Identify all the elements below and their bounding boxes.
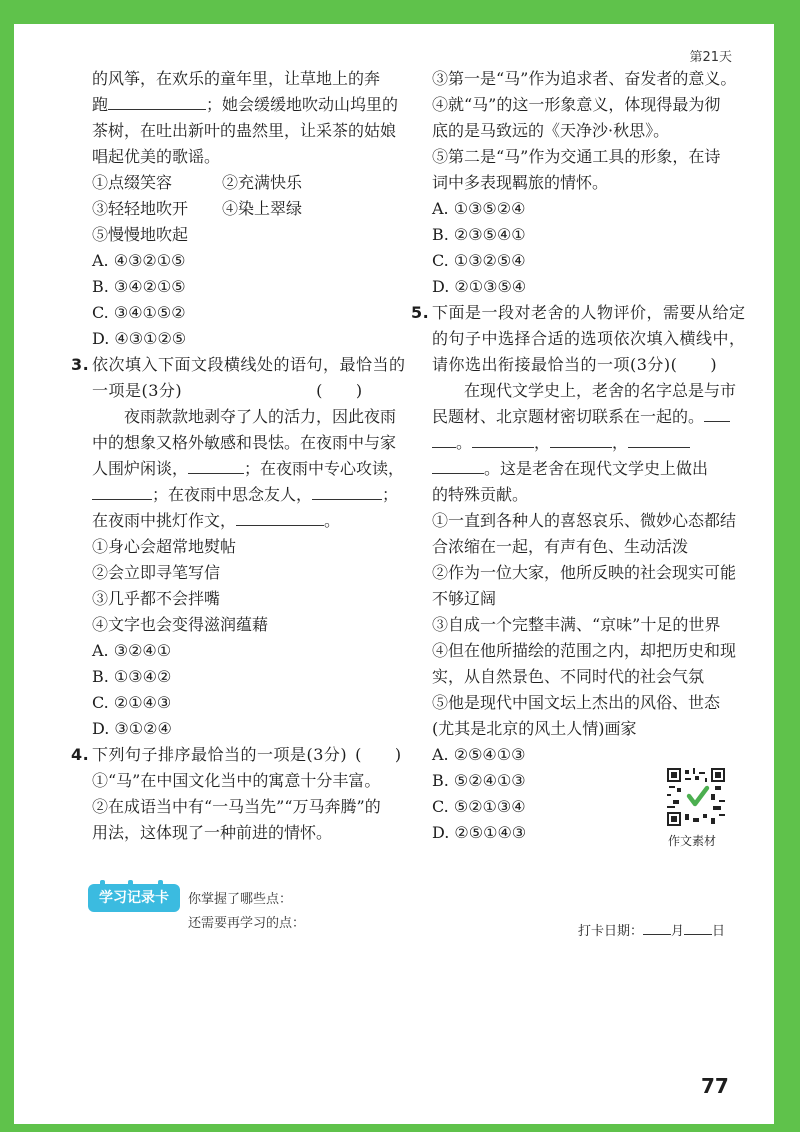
option[interactable]: D. ②⑤①④③ [432, 823, 527, 842]
card-pin [128, 880, 133, 888]
card-pin [158, 880, 163, 888]
answer-blank[interactable] [704, 404, 730, 422]
option[interactable]: C. ⑤②①③④ [432, 797, 526, 816]
item: ④染上翠绿 [222, 199, 303, 218]
item: ①身心会超常地熨帖 [92, 537, 237, 556]
text-line: 在现代文学史上，老舍的名字总是与市 [464, 381, 737, 400]
item-line: (尤其是北京的风土人情)画家 [432, 719, 637, 738]
option[interactable]: C. ②①④③ [92, 693, 172, 712]
option[interactable]: C. ③④①⑤② [92, 303, 186, 322]
text-segment: 在夜雨中挑灯作文， [92, 511, 237, 530]
answer-blank[interactable] [432, 430, 456, 448]
item: ④文字也会变得滋润蕴藉 [92, 615, 269, 634]
option[interactable]: A. ②⑤④①③ [432, 745, 526, 764]
text-line [432, 456, 738, 482]
text-line [92, 92, 399, 118]
day-label-text: 日 [712, 924, 726, 939]
item-line: ⑤他是现代中国文坛上杰出的风俗、世态 [432, 693, 721, 712]
page-border-right [774, 0, 800, 1132]
answer-blank[interactable] [108, 92, 206, 110]
item-line: ④但在他所描绘的范围之内，却把历史和现 [432, 641, 737, 660]
sentence: 底的是马致远的《天净沙·秋思》。 [432, 121, 670, 140]
answer-blank[interactable] [432, 456, 484, 474]
text-segment: ， [534, 433, 551, 452]
option[interactable]: A. ④③②①⑤ [92, 251, 186, 270]
text-line: 夜雨款款地剥夺了人的活力，因此夜雨 [124, 407, 397, 426]
stem-text: 下列句子排序最恰当的一项是(3分) [92, 745, 348, 764]
review-prompt: 还需要再学习的点： [188, 916, 306, 931]
answer-blank[interactable] [472, 430, 534, 448]
text-line: 茶树，在吐出新叶的蛊然里，让采茶的姑娘 [92, 121, 397, 140]
item: ③几乎都不会拌嘴 [92, 589, 221, 608]
page-number: 77 [701, 1074, 729, 1098]
question-stem [71, 742, 402, 768]
option[interactable]: D. ③①②④ [92, 719, 172, 738]
right-column [411, 66, 746, 846]
stem-text: 依次填入下面文段横线处的语句，最恰当的 [92, 355, 406, 374]
qr-label: 作文素材 [668, 834, 717, 848]
option[interactable]: C. ①③②⑤④ [432, 251, 526, 270]
card-pin [100, 880, 105, 888]
question-number: 5. [411, 303, 430, 322]
left-column [71, 66, 406, 846]
text-segment: 人围炉闲谈， [92, 459, 189, 478]
text-segment: ； [382, 485, 399, 504]
sentence: ⑤第二是“马”作为交通工具的形象，在诗 [432, 147, 721, 166]
option[interactable]: B. ③④②①⑤ [92, 277, 186, 296]
option[interactable]: D. ②①③⑤④ [432, 277, 527, 296]
item-line: ③自成一个完整丰满、“京味”十足的世界 [432, 615, 721, 634]
text-segment: 。 [456, 433, 473, 452]
item-line: ②作为一位大家，他所反映的社会现实可能 [432, 563, 737, 582]
item-line: ①一直到各种人的喜怒哀乐、微妙心态都结 [432, 511, 737, 530]
mastered-prompt: 你掌握了哪些点： [188, 892, 293, 907]
answer-blank[interactable] [312, 482, 382, 500]
text-line [92, 508, 396, 534]
sentence: ③第一是“马”作为追求者、奋发者的意义。 [432, 69, 737, 88]
item: ②充满快乐 [222, 173, 303, 192]
day-label: 第21天 [689, 50, 732, 65]
sentence: 用法，这体现了一种前进的情怀。 [92, 823, 333, 842]
page-border-top [0, 0, 800, 24]
checkin-date [578, 920, 725, 939]
option[interactable]: D. ④③①②⑤ [92, 329, 187, 348]
answer-blank[interactable] [236, 508, 324, 526]
question-4 [71, 742, 402, 846]
text-line [432, 404, 738, 430]
answer-paren[interactable]: ( ) [316, 381, 363, 400]
question-stem: 的句子中选择合适的选项依次填入横线中， [432, 329, 746, 348]
text-line [92, 482, 399, 508]
option[interactable]: B. ①③④② [92, 667, 172, 686]
item-line: 实，从自然景色、不同时代的社会气氛 [432, 667, 705, 686]
text-segment: ；在夜雨中思念友人， [152, 485, 313, 504]
option[interactable]: B. ⑤②④①③ [432, 771, 526, 790]
question-3 [71, 352, 406, 742]
sentence: ①“马”在中国文化当中的寓意十分丰富。 [92, 771, 381, 790]
option[interactable]: A. ③②④① [92, 641, 172, 660]
item: ②会立即寻笔写信 [92, 563, 221, 582]
text-segment: 。 [324, 511, 341, 530]
option[interactable]: A. ①③⑤②④ [432, 199, 526, 218]
item-line: 合浓缩在一起，有声有色、生动活泼 [432, 537, 689, 556]
option[interactable]: B. ②③⑤④① [432, 225, 526, 244]
page-border-bottom [0, 1124, 800, 1132]
question-stem [92, 378, 396, 404]
item-line: 不够辽阔 [432, 589, 497, 608]
item: ①点缀笑容 [92, 173, 173, 192]
item-row [92, 170, 396, 196]
text-line [92, 456, 405, 482]
text-segment: ， [612, 433, 629, 452]
question-stem [411, 300, 746, 326]
item: ⑤慢慢地吹起 [92, 225, 189, 244]
text-segment: 民题材、北京题材密切联系在一起的。 [432, 407, 705, 426]
qr-code[interactable] [667, 768, 725, 826]
sentence: ④就“马”的这一形象意义，体现得最为彻 [432, 95, 721, 114]
question-number: 3. [71, 355, 90, 374]
item-row [92, 196, 396, 222]
page-border-left [0, 0, 14, 1132]
question-stem [71, 352, 406, 378]
month-blank[interactable] [643, 921, 671, 935]
study-record-card [88, 884, 180, 912]
question-stem: 请你选出衔接最恰当的一项(3分)( ) [432, 355, 718, 374]
stem-text: 下面是一段对老舍的人物评价，需要从给定 [432, 303, 746, 322]
answer-blank[interactable] [188, 456, 244, 474]
text-segment: ；她会缓缓地吹动山坞里的 [206, 95, 399, 114]
answer-blank[interactable] [628, 430, 690, 448]
text-line [432, 430, 738, 456]
day-blank[interactable] [684, 921, 712, 935]
sentence: 词中多表现羁旅的情怀。 [432, 173, 609, 192]
text-line: 的风筝，在欢乐的童年里，让草地上的奔 [92, 69, 381, 88]
question-number: 4. [71, 745, 90, 764]
question-5 [411, 300, 746, 846]
month-label: 月 [671, 924, 685, 939]
text-segment: 。这是老舍在现代文学史上做出 [484, 459, 709, 478]
answer-paren[interactable]: ( ) [355, 745, 402, 764]
text-segment: 跑 [92, 95, 109, 114]
text-segment: ；在夜雨中专心攻读， [244, 459, 405, 478]
answer-blank[interactable] [92, 482, 152, 500]
text-line: 中的想象又格外敏感和畏怯。在夜雨中与家 [92, 433, 397, 452]
text-line: 唱起优美的歌谣。 [92, 147, 221, 166]
item: ③轻轻地吹开 [92, 199, 189, 218]
checkin-label: 打卡日期： [578, 924, 644, 939]
answer-blank[interactable] [550, 430, 612, 448]
card-label: 学习记录卡 [99, 890, 169, 906]
sentence: ②在成语当中有“一马当先”“万马奔腾”的 [92, 797, 381, 816]
text-line: 的特殊贡献。 [432, 485, 529, 504]
stem-text: 一项是(3分) [92, 381, 183, 400]
